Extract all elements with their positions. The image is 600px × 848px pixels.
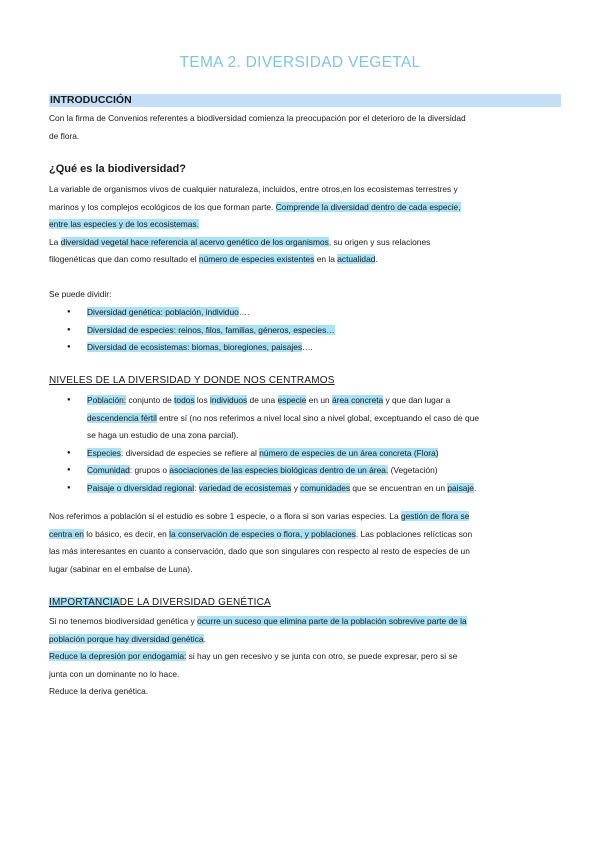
list-item: ● Diversidad genética: población, individuo…. xyxy=(67,304,561,322)
divide-label: Se puede dividir: xyxy=(49,289,112,299)
intro-heading: INTRODUCCIÓN xyxy=(49,94,561,107)
list-item: ● Especies: diversidad de especies se refiere al número de especies de un área concreta (Flora) xyxy=(67,445,561,463)
biodiversity-paragraph xyxy=(49,181,561,269)
levels-list xyxy=(67,392,561,497)
bio-line-1: La variable de organismos vivos de cualquier naturaleza, incluidos, entre otros,en los ecosistemas terrestres y xyxy=(49,184,458,194)
biodiversity-heading: ¿Qué es la biodiversidad? xyxy=(49,163,186,175)
list-item: ● Diversidad de especies: reinos, filos, familias, géneros, especies… xyxy=(67,322,561,340)
diversity-types-list xyxy=(67,304,561,357)
intro-line-2: de flora. xyxy=(49,130,80,141)
levels-paragraph: Nos referimos a población si el estudio es sobre 1 especie, o a flora si son varias especies. La gestión de flora se centra en lo básico, es decir, en la conservación de especies o flora, y poblaciones. Las poblaciones relícticas son las más interesantes en cuanto a conservación, dado que son singulares con respecto al resto de especies de un lugar (sabinar en el embalse de Luna). xyxy=(49,511,473,574)
intro-paragraph xyxy=(49,110,561,145)
bio-line-4: La diversidad vegetal hace referencia al acervo genético de los organismos, su origen y sus relaciones xyxy=(49,236,431,247)
intro-line-1: Con la firma de Convenios referentes a biodiversidad comienza la preocupación por el deterioro de la diversidad xyxy=(49,113,466,123)
list-item: ● Paisaje o diversidad regional: variedad de ecosistemas y comunidades que se encuentran en un paisaje. xyxy=(67,480,561,498)
levels-heading: NIVELES DE LA DIVERSIDAD Y DONDE NOS CENTRAMOS xyxy=(49,375,335,386)
list-item: ● Población: conjunto de todos los individuos de una especie en un área concreta y que dan lugar a descendencia fértil entre sí (no nos referimos a nivel local sino a nivel global, exceptuando el caso de que se haga un estudio de una zona parcial). xyxy=(67,392,561,445)
page-title: TEMA 2. DIVERSIDAD VEGETAL xyxy=(179,54,421,71)
list-item: ● Diversidad de ecosistemas: biomas, bioregiones, paisajes…. xyxy=(67,339,561,357)
bio-line-2: marinos y los complejos ecológicos de los que forman parte. Comprende la diversidad dentro de cada especie, xyxy=(49,201,461,212)
bio-line-5: filogenéticas que dan como resultado el número de especies existentes en la actualidad. xyxy=(49,254,378,264)
list-item: ● Comunidad: grupos o asociaciones de las especies biológicas dentro de un área. (Vegetación) xyxy=(67,462,561,480)
bio-line-3: entre las especies y de los ecosistemas. xyxy=(49,219,199,229)
importance-paragraph: Si no tenemos biodiversidad genética y ocurre un suceso que elimina parte de la población sobrevive parte de la población porque hay diversidad genética. Reduce la depresión por endogamia: si hay un gen recesivo y se junta con otro, se puede expresar, pero si se junta con un dominante no lo hace. Reduce la deriva genética. xyxy=(49,616,467,696)
importance-heading: IMPORTANCIADE LA DIVERSIDAD GENÉTICA xyxy=(49,597,271,608)
